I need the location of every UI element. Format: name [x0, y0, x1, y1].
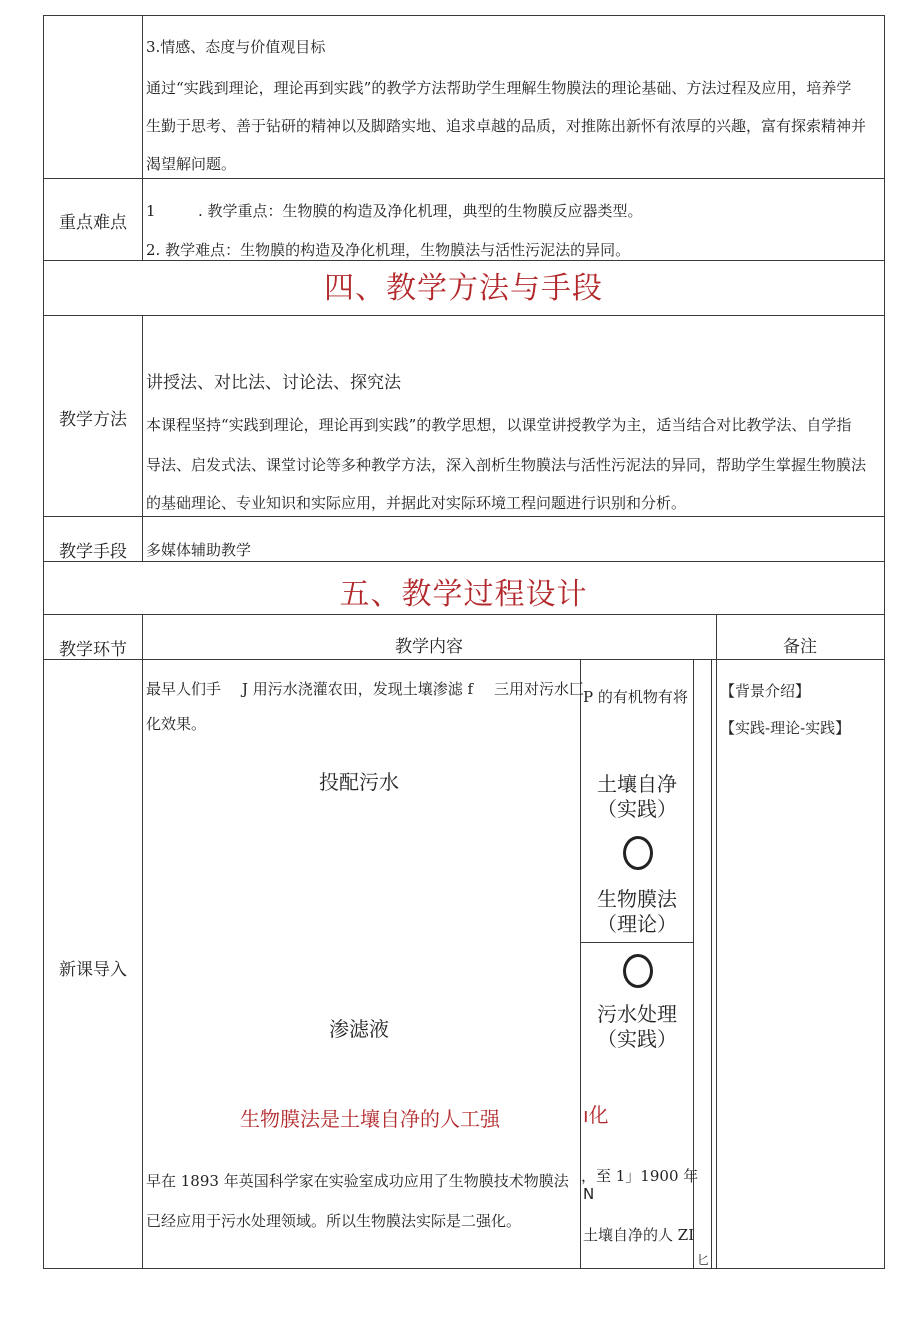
keypoints-label: 重点难点	[59, 213, 127, 233]
intro-side-text: 土壤自净的人 ZI	[583, 1226, 695, 1244]
intro-red-caption: 生物膜法是土壤自净的人工强	[240, 1107, 500, 1131]
intro-paragraph-line: 已经应用于污水处理领域。所以生物膜法实际是二强化。	[146, 1212, 522, 1230]
keypoint-1-number: 1	[146, 202, 156, 220]
diagram-divider	[711, 660, 712, 1268]
table-border-bottom	[43, 1268, 885, 1269]
label-col-divider	[142, 315, 143, 561]
box-practice-tag: （实践）	[597, 797, 677, 821]
remark-practice-theory: 【实践-理论-实践】	[720, 719, 851, 737]
row-divider	[43, 260, 885, 261]
box-soil-self-purification: 土壤自净	[597, 772, 677, 796]
intro-label: 新课导入	[59, 960, 127, 980]
intro-side-text: ，至 1」1900 年	[581, 1167, 699, 1185]
methods-paragraph-line: 本课程坚持“实践到理论，理论再到实践”的教学思想，以课堂讲授教学为主，适当结合对比教学法、自学指	[146, 416, 852, 434]
intro-side-text: 匕	[697, 1253, 710, 1267]
intro-side-text: P 的有机物有将	[583, 688, 688, 706]
header-remarks: 备注	[783, 637, 817, 657]
intro-text-fragment: J 用污水浇灌农田，发现土壤渗滤 f	[242, 680, 474, 698]
intro-side-text: N	[583, 1185, 595, 1203]
row-divider	[43, 315, 885, 316]
diagram-label-output: 渗滤液	[329, 1017, 389, 1041]
table-border-top	[43, 15, 885, 16]
methods-paragraph-line: 的基础理论、专业知识和实际应用，并据此对实际环境工程问题进行识别和分析。	[146, 494, 687, 512]
label-col-divider	[142, 614, 143, 1269]
box-biofilm-method: 生物膜法	[597, 887, 677, 911]
keypoint-1-text: . 教学重点：生物膜的构造及净化机理，典型的生物膜反应器类型。	[198, 202, 643, 220]
remark-col-divider	[716, 614, 717, 1269]
methods-paragraph-line: 导法、启发式法、课堂讨论等多种教学方法，深入剖析生物膜法与活性污泥法的异同，帮助学生掌握生物膜法	[146, 456, 867, 474]
diagram-circle-icon	[623, 954, 653, 988]
diagram-label-input: 投配污水	[319, 770, 399, 794]
header-stage: 教学环节	[59, 640, 127, 660]
section-five-title: 五、教学过程设计	[339, 577, 588, 612]
goals-paragraph-line: 渴望解问题。	[146, 155, 237, 173]
keypoint-2-text: 2. 教学难点：生物膜的构造及净化机理，生物膜法与活性污泥法的异同。	[146, 241, 631, 259]
methods-summary: 讲授法、对比法、讨论法、探究法	[146, 373, 401, 393]
means-label: 教学手段	[59, 542, 127, 562]
intro-text-fragment: 化效果。	[146, 715, 207, 733]
remark-background: 【背景介绍】	[720, 682, 811, 700]
means-value: 多媒体辅助教学	[146, 541, 252, 559]
intro-text-fragment: 最早人们手	[146, 680, 222, 698]
goals-paragraph-line: 通过“实践到理论，理论再到实践”的教学方法帮助学生理解生物膜法的理论基础、方法过程及应用，培养学	[146, 79, 852, 97]
header-content: 教学内容	[395, 637, 463, 657]
intro-paragraph-line: 早在 1893 年英国科学家在实验室成功应用了生物膜技术物膜法	[146, 1172, 569, 1190]
diagram-box-divider	[581, 942, 693, 943]
methods-label: 教学方法	[59, 410, 127, 430]
table-border-right	[884, 15, 885, 1269]
intro-text-fragment: 三用对污水匚	[494, 680, 585, 698]
box-wastewater-treatment: 污水处理	[597, 1002, 677, 1026]
goals-heading: 3.情感、态度与价值观目标	[146, 38, 326, 56]
intro-red-caption-tail: ı化	[583, 1103, 609, 1127]
row-divider	[43, 561, 885, 562]
box-practice-tag: （实践）	[597, 1027, 677, 1051]
row-divider	[43, 659, 885, 660]
section-four-title: 四、教学方法与手段	[324, 271, 603, 306]
goals-paragraph-line: 生勤于思考、善于钻研的精神以及脚踏实地、追求卓越的品质，对推陈出新怀有浓厚的兴趣，富有探索精神并	[146, 117, 867, 135]
row-divider	[43, 516, 885, 517]
box-theory-tag: （理论）	[597, 912, 677, 936]
row-divider	[43, 178, 885, 179]
diagram-circle-icon	[623, 836, 653, 870]
